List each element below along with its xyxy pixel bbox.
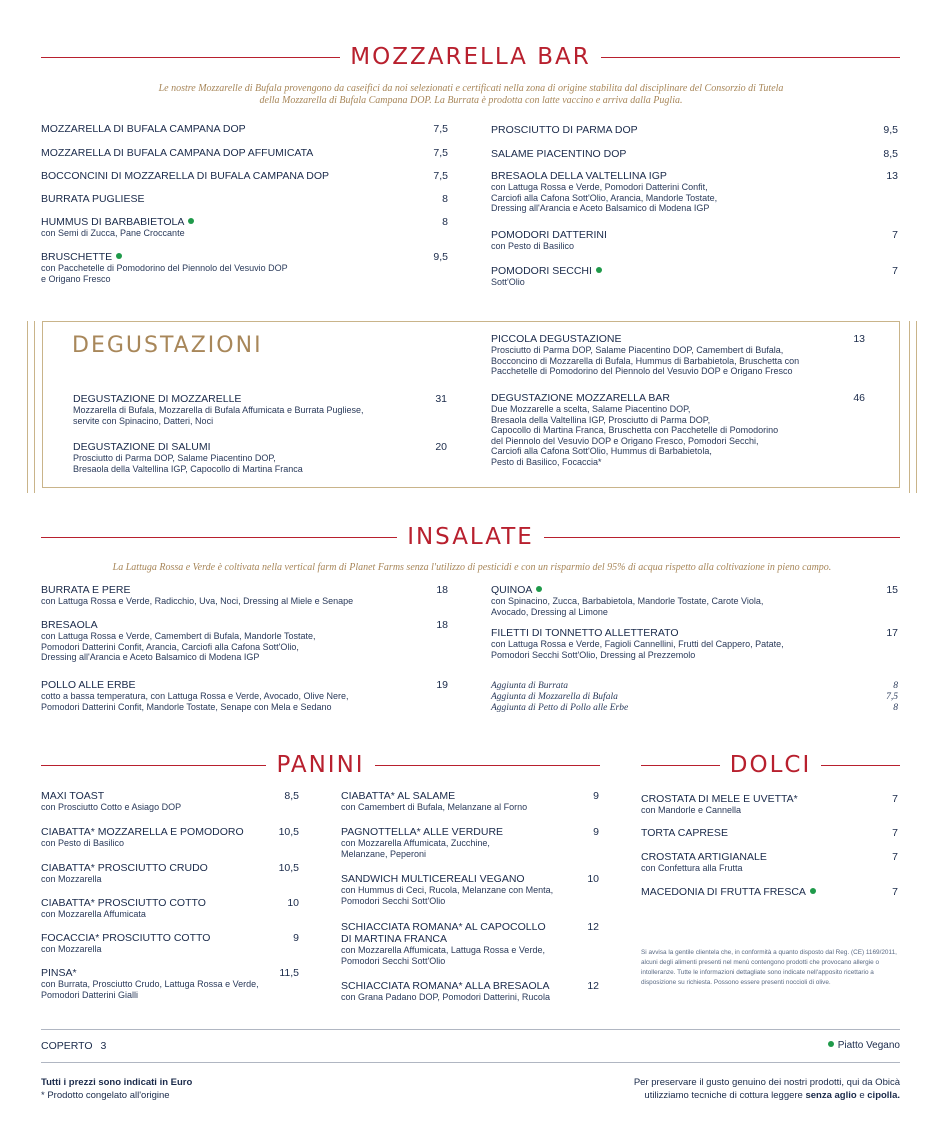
mozzarella-bar-heading <box>41 44 900 70</box>
menu-item: CROSTATA DI MELE E UVETTA* 7 con Mandorle e Cannella <box>641 793 898 815</box>
menu-item: CIABATTA* PROSCIUTTO CRUDO 10,5 con Mozzarella <box>41 862 299 884</box>
mozzarella-bar-title: MOZZARELLA BAR <box>350 44 591 70</box>
menu-item: BRUSCHETTE 9,5 con Pacchetelle di Pomodorino del Piennolo del Vesuvio DOP e Origano Fresco <box>41 251 448 284</box>
menu-item: POLLO ALLE ERBE 19 cotto a bassa temperatura, con Lattuga Rossa e Verde, Avocado, Olive Nere, Pomodori Datterini Confit, Mandorle Tostate, Senape con Mela e Sedano <box>41 679 448 712</box>
footer-divider <box>41 1062 900 1063</box>
menu-item: PICCOLA DEGUSTAZIONE 13 Prosciutto di Parma DOP, Salame Piacentino DOP, Camembert di Bufala, Bocconcino di Mozzarella di Bufala, Hummus di Barbabietola, Bruschetta con Pacchetelle di Pomodorino del Piennolo del Vesuvio DOP e Origano Fresco <box>491 333 865 376</box>
menu-item: DEGUSTAZIONE DI MOZZARELLE 31 Mozzarella di Bufala, Mozzarella di Bufala Affumicata e Burrata Pugliese, servite con Spinacino, Datteri, Noci <box>73 393 447 426</box>
panini-title: PANINI <box>276 752 365 778</box>
vegan-dot-icon <box>116 253 122 259</box>
footer-cooking-note: Per preservare il gusto genuino dei nostri prodotti, qui da Obicà utilizziamo tecniche di cottura leggere senza aglio e cipolla. <box>633 1077 900 1101</box>
menu-item: BRESAOLA 18 con Lattuga Rossa e Verde, Camembert di Bufala, Mandorle Tostate, Pomodori Datterini Confit, Arancia, Carciofi alla Cafona Sott'Olio, Dressing all'Arancia e Aceto Balsamico di Modena IGP <box>41 619 448 662</box>
menu-item: SALAME PIACENTINO DOP 8,5 <box>491 148 898 160</box>
menu-item: TORTA CAPRESE 7 <box>641 827 898 839</box>
footer-divider <box>41 1029 900 1030</box>
menu-item: BRESAOLA DELLA VALTELLINA IGP 13 con Lattuga Rossa e Verde, Pomodori Datterini Confit, Carciofi alla Cafona Sott'Olio, Arancia, Mandorle Tostate, Dressing all'Arancia e Aceto Balsamico di Modena IGP <box>491 170 898 213</box>
degustazioni-side-rule <box>909 321 910 493</box>
vegan-legend: Piatto Vegano <box>828 1040 900 1051</box>
footer-notes: Tutti i prezzi sono indicati in Euro * Prodotto congelato all'origine <box>41 1077 193 1101</box>
degustazioni-side-rule <box>916 321 917 493</box>
menu-item: DEGUSTAZIONE MOZZARELLA BAR 46 Due Mozzarelle a scelta, Salame Piacentino DOP, Bresaola della Valtellina IGP, Prosciutto di Parma DOP, Capocollo di Martina Franca, Bruschetta con Pacchetelle di Pomodorino del Piennolo del Vesuvio DOP e Origano Fresco, Pomodori Secchi, Carciofi alla Cafona Sott'Olio, Hummus di Barbabietola, Pesto di Basilico, Focaccia* <box>491 392 865 467</box>
insalate-heading <box>41 524 900 550</box>
menu-item: SCHIACCIATA ROMANA* AL CAPOCOLLO 12 DI MARTINA FRANCA con Mozzarella Affumicata, Lattuga Rossa e Verde, Pomodori Secchi Sott'Olio <box>341 921 599 966</box>
menu-item: CIABATTA* MOZZARELLA E POMODORO 10,5 con Pesto di Basilico <box>41 826 299 848</box>
vegan-dot-icon <box>596 267 602 273</box>
panini-heading <box>41 752 600 778</box>
menu-item: FILETTI DI TONNETTO ALLETTERATO 17 con Lattuga Rossa e Verde, Fagioli Cannellini, Frutti del Cappero, Patate, Pomodori Secchi Sott'Olio, Dressing al Prezzemolo <box>491 627 898 660</box>
menu-item: MOZZARELLA DI BUFALA CAMPANA DOP 7,5 <box>41 123 448 135</box>
menu-item: BURRATA E PERE 18 con Lattuga Rossa e Verde, Radicchio, Uva, Noci, Dressing al Miele e Senape <box>41 584 448 606</box>
vegan-dot-icon <box>536 586 542 592</box>
menu-item: QUINOA 15 con Spinacino, Zucca, Barbabietola, Mandorle Tostate, Carote Viola, Avocado, Dressing al Limone <box>491 584 898 617</box>
degustazioni-side-rule <box>27 321 28 493</box>
allergen-notice: Si avvisa la gentile clientela che, in conformità a quanto disposto dal Reg. (CE) 1169/2011, alcuni degli alimenti presenti nel menù contengono prodotti che provocano allergie o intolleranze. Tutte le informazioni dettagliate sono indicate nell'apposito ricettario a disposizione su richiesta. Possono essere presenti noccioli di olive. <box>641 949 897 986</box>
menu-item: DEGUSTAZIONE DI SALUMI 20 Prosciutto di Parma DOP, Salame Piacentino DOP, Bresaola della Valtellina IGP, Capocollo di Martina Franca <box>73 441 447 474</box>
menu-item: CIABATTA* PROSCIUTTO COTTO 10 con Mozzarella Affumicata <box>41 897 299 919</box>
extra-row: Aggiunta di Mozzarella di Bufala 7,5 <box>491 692 898 702</box>
vegan-dot-icon <box>188 218 194 224</box>
coperto: COPERTO 3 <box>41 1040 107 1052</box>
dolci-heading <box>641 752 900 778</box>
menu-item: SANDWICH MULTICEREALI VEGANO 10 con Hummus di Ceci, Rucola, Melanzane con Menta, Pomodori Secchi Sott'Olio <box>341 873 599 906</box>
insalate-intro: La Lattuga Rossa e Verde è coltivata nella vertical farm di Planet Farms senza l'utilizzo di pesticidi e con un risparmio del 95% di acqua rispetto alla coltivazione in pieno campo. <box>112 562 832 573</box>
vegan-dot-icon <box>810 888 816 894</box>
mozzarella-bar-intro: Le nostre Mozzarelle di Bufala provengono da caseifici da noi selezionati e certificati nella zona di origine stabilita dal disciplinare del Consorzio di Tutela della Mozzarella di Bufala Campana DOP. La Burrata è prodotta con latte vaccino e arriva dalla Puglia. <box>158 83 784 106</box>
menu-item: CROSTATA ARTIGIANALE 7 con Confettura alla Frutta <box>641 851 898 873</box>
menu-item: MACEDONIA DI FRUTTA FRESCA 7 <box>641 886 898 898</box>
extra-row: Aggiunta di Burrata 8 <box>491 681 898 691</box>
menu-item: SCHIACCIATA ROMANA* ALLA BRESAOLA 12 con Grana Padano DOP, Pomodori Datterini, Rucola <box>341 980 599 1002</box>
menu-item: CIABATTA* AL SALAME 9 con Camembert di Bufala, Melanzane al Forno <box>341 790 599 812</box>
menu-item: PINSA* 11,5 con Burrata, Prosciutto Crudo, Lattuga Rossa e Verde, Pomodori Datterini Gialli <box>41 967 299 1000</box>
menu-item: HUMMUS DI BARBABIETOLA 8 con Semi di Zucca, Pane Croccante <box>41 216 448 238</box>
menu-item: BOCCONCINI DI MOZZARELLA DI BUFALA CAMPANA DOP 7,5 <box>41 170 448 182</box>
menu-item: PROSCIUTTO DI PARMA DOP 9,5 <box>491 124 898 136</box>
menu-item: FOCACCIA* PROSCIUTTO COTTO 9 con Mozzarella <box>41 932 299 954</box>
menu-item: PAGNOTTELLA* ALLE VERDURE 9 con Mozzarella Affumicata, Zucchine, Melanzane, Peperoni <box>341 826 599 859</box>
degustazioni-side-rule <box>34 321 35 493</box>
menu-item: MOZZARELLA DI BUFALA CAMPANA DOP AFFUMICATA 7,5 <box>41 147 448 159</box>
menu-item: BURRATA PUGLIESE 8 <box>41 193 448 205</box>
dolci-title: DOLCI <box>729 752 812 778</box>
insalate-title: INSALATE <box>407 524 534 550</box>
menu-item: MAXI TOAST 8,5 con Prosciutto Cotto e Asiago DOP <box>41 790 299 812</box>
degustazioni-title: DEGUSTAZIONI <box>72 333 263 358</box>
vegan-dot-icon <box>828 1041 834 1047</box>
menu-item: POMODORI DATTERINI 7 con Pesto di Basilico <box>491 229 898 251</box>
menu-item: POMODORI SECCHI 7 Sott'Olio <box>491 265 898 287</box>
salad-extras <box>491 681 898 714</box>
extra-row: Aggiunta di Petto di Pollo alle Erbe 8 <box>491 703 898 713</box>
